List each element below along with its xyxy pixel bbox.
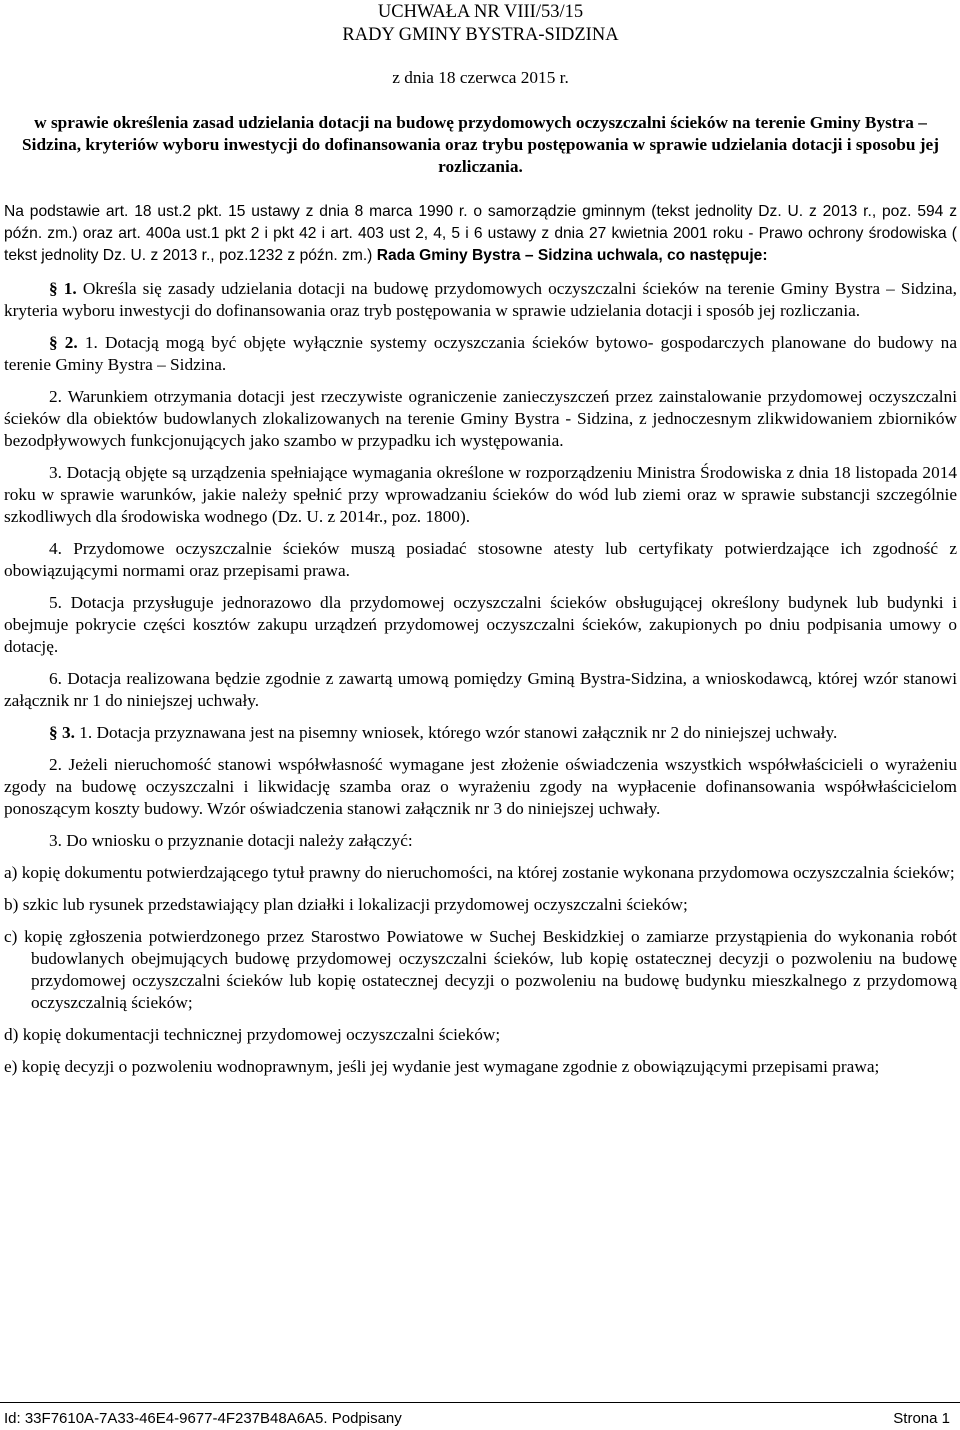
section-1-text: Określa się zasady udzielania dotacji na budowę przydomowych oczyszczalni ścieków na terenie Gminy Bystra – Sidzina, kryteria wyboru inwestycji do dofinansowania oraz tryb postępowania w sprawie udzielania dotacji i sposób jej rozliczania.	[4, 279, 957, 320]
legal-basis	[4, 201, 957, 267]
council-name: RADY GMINY BYSTRA-SIDZINA	[342, 25, 619, 45]
attachments-list	[4, 862, 957, 1078]
page-footer	[0, 1402, 960, 1429]
resolution-number: UCHWAŁA NR VIII/53/15	[377, 2, 584, 22]
section-3-point-1	[4, 722, 957, 744]
resolution-date: z dnia 18 czerwca 2015 r.	[392, 68, 569, 87]
section-2-point-4: 4. Przydomowe oczyszczalnie ścieków muszą posiadać stosowne atesty lub certyfikaty potwierdzające ich zgodność z obowiązującymi normami oraz przepisami prawa.	[4, 539, 957, 580]
resolution-header	[4, 1, 957, 47]
list-item: b) szkic lub rysunek przedstawiający plan działki i lokalizacji przydomowej oczyszczalni ścieków;	[4, 895, 688, 914]
section-3-point-2: 2. Jeżeli nieruchomość stanowi współwłasność wymagane jest złożenie oświadczenia wszystkich współwłaścicieli o wyrażeniu zgody na budowę oczyszczalni i likwidację szamba oraz o wyrażeniu zgody na wypłacenie dofinansowania współwłaścicielom ponoszącym koszty budowy. Wzór oświadczenia stanowi załącznik nr 3 do niniejszej uchwały.	[4, 755, 957, 818]
legal-basis-text: Na podstawie art. 18 ust.2 pkt. 15 ustawy z dnia 8 marca 1990 r. o samorządzie gminnym (tekst jednolity Dz. U. z 2013 r., poz. 594 z późn. zm.) oraz art. 400a ust.1 pkt 2 i pkt 42 i art. 403 ust 2, 4, 5 i 6 ustawy z dnia 27 kwietnia 2001 roku - Prawo ochrony środowiska ( tekst jednolity Dz. U. z 2013 r., poz.1232 z późn. zm.)	[4, 203, 957, 264]
section-1-mark: § 1.	[49, 279, 77, 298]
page-number: Strona 1	[893, 1410, 950, 1427]
legal-basis-enactment: Rada Gminy Bystra – Sidzina uchwala, co następuje:	[376, 247, 768, 264]
list-item: a) kopię dokumentu potwierdzającego tytuł prawny do nieruchomości, na której zostanie wykonana przydomowa oczyszczalnia ścieków;	[4, 863, 955, 882]
section-3-mark: § 3.	[49, 723, 75, 742]
section-2-point-3: 3. Dotacją objęte są urządzenia spełniające wymagania określone w rozporządzeniu Ministra Środowiska z dnia 18 listopada 2014 roku w sprawie warunków, jakie należy spełnić przy wprowadzaniu ścieków do wód lub ziemi oraz w sprawie substancji szczególnie szkodliwych dla środowiska wodnego (Dz. U. z 2014r., poz. 1800).	[4, 463, 957, 526]
section-2-point-6: 6. Dotacja realizowana będzie zgodnie z zawartą umową pomiędzy Gminą Bystra-Sidzina, a wnioskodawcą, której wzór stanowi załącznik nr 1 do niniejszej uchwały.	[4, 669, 957, 710]
section-2-mark: § 2.	[49, 333, 78, 352]
list-item: e) kopię decyzji o pozwoleniu wodnoprawnym, jeśli jej wydanie jest wymagane zgodnie z obowiązującymi przepisami prawa;	[4, 1057, 880, 1076]
section-3-point-1-text: 1. Dotacja przyznawana jest na pisemny wniosek, którego wzór stanowi załącznik nr 2 do niniejszej uchwały.	[79, 723, 838, 742]
resolution-subject: w sprawie określenia zasad udzielania dotacji na budowę przydomowych oczyszczalni ścieków na terenie Gminy Bystra – Sidzina, kryteriów wyboru inwestycji do dofinansowania oraz trybu postępowania w sprawie udzielania dotacji i sposobu jej rozliczania.	[22, 113, 939, 176]
section-2-point-5: 5. Dotacja przysługuje jednorazowo dla przydomowej oczyszczalni ścieków obsługującej określony budynek lub budynki i obejmuje pokrycie części kosztów zakupu urządzeń przydomowej oczyszczalni ścieków, zakupionych po dniu podpisania umowy o dotację.	[4, 593, 957, 656]
section-1	[4, 278, 957, 322]
list-item: c) kopię zgłoszenia potwierdzonego przez Starostwo Powiatowe w Suchej Beskidzkiej o zamiarze przystąpienia do wykonania robót budowlanych obejmujących budowę przydomowej oczyszczalni ścieków, lub kopię ostatecznej decyzji o pozwoleniu na budowę przydomowej oczyszczalni ścieków lub kopię ostatecznej decyzji o pozwoleniu na budowę budynku mieszkalnego z przydomową oczyszczalnią ścieków;	[4, 927, 957, 1012]
list-item: d) kopię dokumentacji technicznej przydomowej oczyszczalni ścieków;	[4, 1025, 501, 1044]
document-id: Id: 33F7610A-7A33-46E4-9677-4F237B48A6A5. Podpisany	[4, 1410, 402, 1427]
section-2-point-1	[4, 332, 957, 376]
section-2-point-1-text: 1. Dotacją mogą być objęte wyłącznie systemy oczyszczania ścieków bytowo- gospodarczych planowane do budowy na terenie Gminy Bystra – Sidzina.	[4, 333, 957, 374]
document-page	[4, 0, 957, 1078]
section-2-point-2: 2. Warunkiem otrzymania dotacji jest rzeczywiste ograniczenie zanieczyszczeń przez zainstalowanie przydomowej oczyszczalni ścieków dla obiektów budowlanych zlokalizowanych na terenie Gminy Bystra - Sidzina, z jednoczesnym zlikwidowaniem zbiorników bezodpływowych funkcjonujących jako szambo w przypadku ich występowania.	[4, 387, 957, 450]
section-3-point-3: 3. Do wniosku o przyznanie dotacji należy załączyć:	[49, 831, 413, 850]
